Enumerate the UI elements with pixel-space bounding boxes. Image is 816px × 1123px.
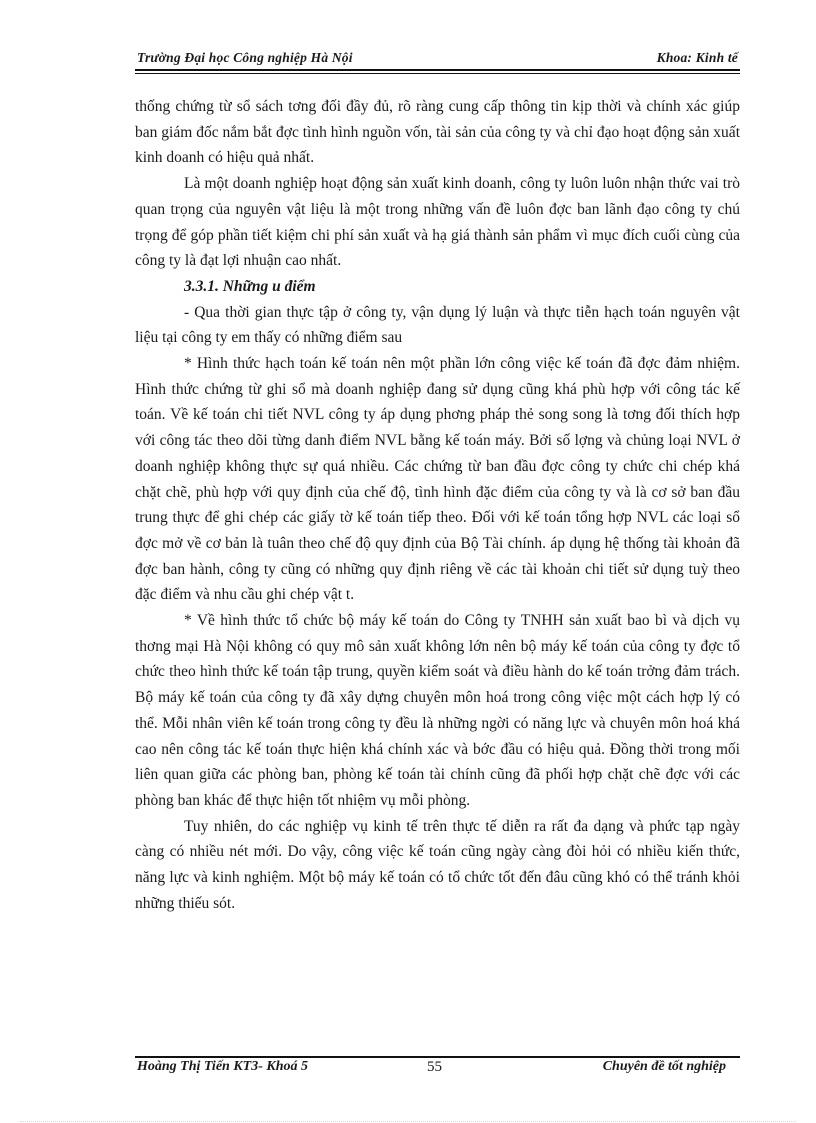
page-edge-divider [20, 1121, 796, 1122]
section-heading: 3.3.1. Những u điểm [184, 277, 316, 295]
footer-rule [135, 1056, 740, 1058]
header-rule-thin [135, 73, 740, 74]
page-footer [135, 1059, 740, 1075]
page-number: 55 [427, 1059, 442, 1075]
header-faculty-name: Khoa: Kinh tế [656, 50, 738, 65]
header-school-name: Trường Đại học Công nghiệp Hà Nội [137, 50, 353, 65]
footer-author: Hoàng Thị Tiến KT3- Khoá 5 [137, 1059, 309, 1074]
paragraph-internship-intro: - Qua thời gian thực tập ở công ty, vận dụng lý luận và thực tiễn hạch toán nguyên vật liệu tại công ty em thấy có những điểm sau [135, 303, 740, 347]
paragraph-accounting-form: * Hình thức hạch toán kế toán nên một phần lớn công việc kế toán đã đợc đảm nhiệm. Hình thức chứng từ ghi sổ mà doanh nghiệp đang sử dụng cũng khá phù hợp với công tác kế toán. Về kế toán chi tiết NVL công ty áp dụng phơng pháp thẻ song song là tơng đối thích hợp với công tác theo dõi từng danh điểm NVL bằng kế toán máy. Bởi số lợng và chủng loại NVL ở doanh nghiệp không thực sự quá nhiều. Các chứng từ ban đầu đợc công ty chức chi chép khá chặt chẽ, phù hợp với quy định của chế độ, tình hình đặc điểm của công ty và là cơ sở ban đầu trung thực để ghi chép các giấy tờ kế toán tiếp theo. Đối với kế toán tổng hợp NVL các loại sổ đợc mở về cơ bản là tuân theo chế độ quy định của Bộ Tài chính. áp dụng hệ thống tài khoản đã đợc ban hành, công ty cũng có những quy định riêng về các tài khoản chi tiết sử dụng tuỳ theo đặc điểm và nhu cầu ghi chép vật t. [135, 355, 740, 604]
page-body [135, 94, 740, 917]
paragraph-accounting-organization: * Về hình thức tổ chức bộ máy kế toán do Công ty TNHH sản xuất bao bì và dịch vụ thơng mại Hà Nội không có quy mô sản xuất không lớn nên bộ máy kế toán của công ty đợc tổ chức theo hình thức kế toán tập trung, quyền kiểm soát và điều hành do kế toán trởng đảm trách. Bộ máy kế toán của công ty đã xây dựng chuyên môn hoá trong công việc một cách hợp lý có thể. Mỗi nhân viên kế toán trong công ty đều là những ngời có năng lực và chuyên môn hoá khá cao nên công tác kế toán thực hiện khá chính xác và bớc đầu có hiệu quả. Đồng thời trong mối liên quan giữa các phòng ban, phòng kế toán tài chính cũng đã phối hợp chặt chẽ đợc với các phòng ban khác để thực hiện tốt nhiệm vụ mỗi phòng. [135, 612, 740, 809]
paragraph-material-role: Là một doanh nghiệp hoạt động sản xuất kinh doanh, công ty luôn luôn nhận thức vai trò quan trọng của nguyên vật liệu là một trong những vấn đề luôn đợc ban lãnh đạo công ty chú trọng để góp phần tiết kiệm chi phí sản xuất và hạ giá thành sản phẩm vì mục đích cuối cùng của công ty là đạt lợi nhuận cao nhất. [135, 175, 740, 270]
page-header [135, 50, 740, 68]
header-rule-thick [135, 69, 740, 71]
paragraph-continuation: thống chứng từ sổ sách tơng đối đầy đủ, rõ ràng cung cấp thông tin kịp thời và chính xác giúp ban giám đốc nắm bắt đợc tình hình nguồn vốn, tài sản của công ty và chỉ đạo hoạt động sản xuất kinh doanh có hiệu quả nhất. [135, 98, 740, 167]
footer-document-type: Chuyên đề tốt nghiệp [602, 1059, 726, 1074]
paragraph-limitations: Tuy nhiên, do các nghiệp vụ kinh tế trên thực tế diễn ra rất đa dạng và phức tạp ngày càng có nhiều nét mới. Do vậy, công việc kế toán cũng ngày càng đòi hỏi có nhiều kiến thức, năng lực và kinh nghiệm. Một bộ máy kế toán có tổ chức tốt đến đâu cũng khó có thể tránh khỏi những thiếu sót. [135, 817, 740, 912]
